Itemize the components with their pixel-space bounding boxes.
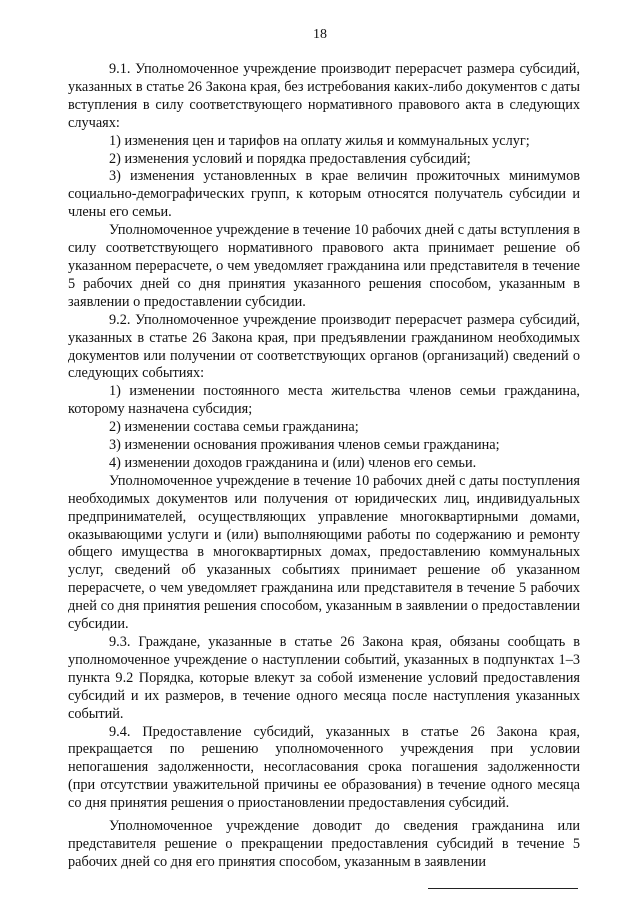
list-item: 1) изменении постоянного места жительства членов семьи гражданина, которому назначена субсидия;: [68, 383, 580, 418]
page-number: 18: [313, 27, 327, 42]
paragraph-9-2: 9.2. Уполномоченное учреждение производит перерасчет размера субсидий, указанных в статье 26 Закона края, при предъявлении гражданином необходимых документов или получении от соответствующих органов (организаций) сведений о следующих событиях:: [68, 311, 580, 382]
list-item: 3) изменении основания проживания членов семьи гражданина;: [109, 437, 500, 454]
list-item: 2) изменении состава семьи гражданина;: [109, 419, 359, 436]
footer-rule: [428, 888, 578, 889]
paragraph: Уполномоченное учреждение в течение 10 рабочих дней с даты поступления необходимых документов или получения от юридических лиц, индивидуальных предпринимателей, осуществляющих управление многоквартирными домами, оказывающими услуги и (или) выполняющими работы по содержанию и ремонту общего имущества в многоквартирных домах, предоставлению коммунальных услуг, сведений об указанных событиях принимает решение об указанном перерасчете, о чем уведомляет гражданина или представителя в течение 5 рабочих дней со дня принятия решения способом, указанным в заявлении о предоставлении субсидии.: [68, 472, 580, 633]
list-item: 4) изменении доходов гражданина и (или) членов его семьи.: [109, 454, 477, 471]
paragraph-9-3: 9.3. Граждане, указанные в статье 26 Закона края, обязаны сообщать в уполномоченное учреждение о наступлении событий, указанных в подпунктах 1–3 пункта 9.2 Порядка, которые влекут за собой изменение условий предоставления субсидий и их размеров, в течение одного месяца после наступления указанных событий.: [68, 634, 580, 722]
paragraph: Уполномоченное учреждение в течение 10 рабочих дней с даты вступления в силу соответствующего нормативного правового акта принимает решение об указанном перерасчете, о чем уведомляет гражданина или представителя в течение 5 рабочих дней со дня принятия указанного решения способом, указанным в заявлении о предоставлении субсидии.: [68, 222, 580, 310]
document-body: [68, 61, 580, 872]
paragraph-9-4: 9.4. Предоставление субсидий, указанных в статье 26 Закона края, прекращается по решению уполномоченного учреждения при условии непогашения задолженности, несогласования срока погашения задолженности (при отсутствии уважительной причины ее образования) в течение одного месяца со дня принятия решения о приостановлении предоставления субсидий.: [68, 723, 580, 812]
list-item: 2) изменения условий и порядка предоставления субсидий;: [109, 150, 471, 167]
list-item: 3) изменения установленных в крае величин прожиточных минимумов социально-демографических групп, к которым относятся получатель субсидии и члены его семьи.: [68, 168, 580, 221]
list-item: 1) изменения цен и тарифов на оплату жилья и коммунальных услуг;: [109, 132, 530, 149]
paragraph: Уполномоченное учреждение доводит до сведения гражданина или представителя решение о прекращении предоставления субсидий в течение 5 рабочих дней со дня его принятия способом, указанным в заявлении: [68, 818, 580, 870]
paragraph-9-1: 9.1. Уполномоченное учреждение производит перерасчет размера субсидий, указанных в статье 26 Закона края, без истребования каких-либо документов с даты вступления в силу соответствующего нормативного правового акта в следующих случаях:: [68, 61, 580, 131]
